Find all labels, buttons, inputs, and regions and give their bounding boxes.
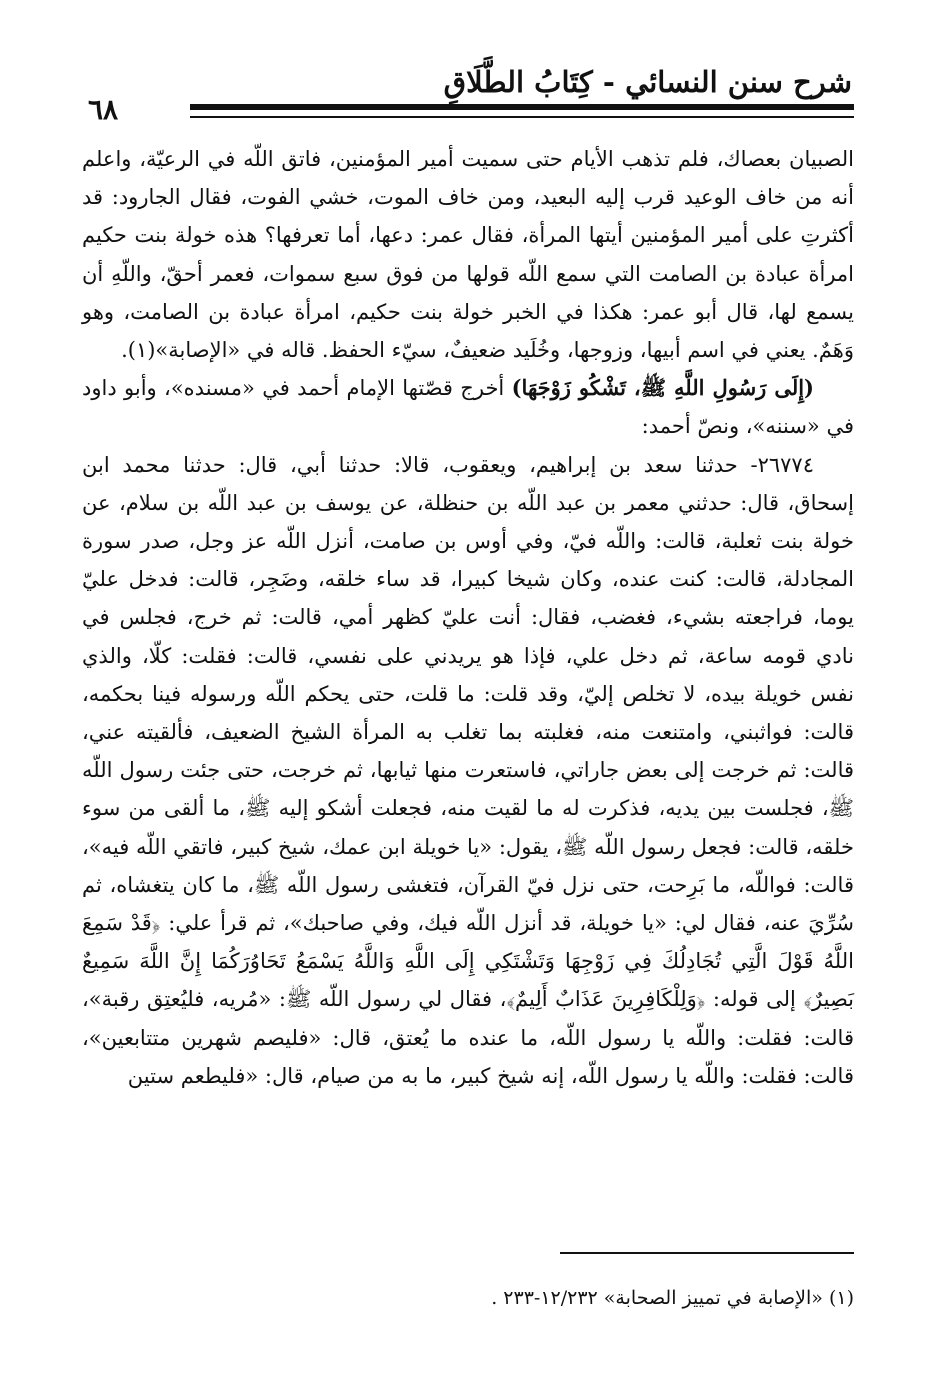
footnote: (١) «الإصابة في تمييز الصحابة» ١٢/٢٣٢-٢٣٣ . — [491, 1287, 854, 1309]
quote-paragraph — [82, 369, 854, 445]
quote-commentary: أخرج قصّتها الإمام أحمد في «مسنده»، وأبو داود في «سننه»، ونصّ أحمد: — [82, 376, 854, 439]
quoted-phrase: (إِلَى رَسُولِ اللَّهِ ﷺ، تَشْكُو زَوْجَهَا) — [511, 375, 814, 401]
header-rule-thin — [190, 116, 854, 118]
main-text — [82, 140, 854, 1095]
footnote-separator — [560, 1252, 854, 1254]
header-title: شرح سنن النسائي - كِتَابُ الطَّلَاقِ — [443, 65, 852, 99]
paragraph-1: الصبيان بعصاك، فلم تذهب الأيام حتى سميت أمير المؤمنين، فاتق اللّه في الرعيّة، واعلم أنه من خاف الوعيد قرب إليه البعيد، ومن خاف الموت، خشي الفوت، فقال الجارود: قد أكثرتِ على أمير المؤمنين أيتها المرأة، فقال عمر: دعها، أما تعرفها؟ هذه خولة بنت حكيم امرأة عبادة بن الصامت التي سمع اللّه قولها من فوق سبع سموات، فعمر أحقّ، واللّهِ أن يسمع لها، قال أبو عمر: هكذا في الخبر خولة بنت حكيم، امرأة عبادة بن الصامت، وهو وَهَمٌ. يعني في اسم أبيها، وزوجها، وخُلَيد ضعيفٌ، سيّء الحفظ. قاله في «الإصابة»(١). — [82, 147, 854, 363]
header-rule-thick — [190, 104, 854, 110]
hadith-paragraph: ٢٦٧٧٤- حدثنا سعد بن إبراهيم، ويعقوب، قالا: حدثنا أبي، قال: حدثنا محمد ابن إسحاق، قال: حدثني معمر بن عبد اللّه بن حنظلة، عن يوسف بن عبد اللّه بن سلام، عن خولة بنت ثعلبة، قالت: واللّه فيّ، وفي أوس بن صامت، أنزل اللّه عز وجل، صدر سورة المجادلة، قالت: كنت عنده، وكان شيخا كبيرا، قد ساء خلقه، وضَجِر، قالت: فدخل عليّ يوما، فراجعته بشيء، فغضب، فقال: أنت عليّ كظهر أمي، قالت: ثم خرج، فجلس في نادي قومه ساعة، ثم دخل علي، فإذا هو يريدني على نفسي، قالت: فقلت: كلّا، والذي نفس خويلة بيده، لا تخلص إليّ، وقد قلت: ما قلت، حتى يحكم اللّه ورسوله فينا بحكمه، قالت: فواثبني، وامتنعت منه، فغلبته بما تغلب به المرأة الشيخ الضعيف، فألقيته عني، قالت: ثم خرجت إلى بعض جاراتي، فاستعرت منها ثيابها، ثم خرجت، حتى جئت رسول اللّه ﷺ، فجلست بين يديه، فذكرت له ما لقيت منه، فجعلت أشكو إليه ﷺ، ما ألقى من سوء خلقه، قالت: فجعل رسول اللّه ﷺ، يقول: «يا خويلة ابن عمك، شيخ كبير، فاتقي اللّه فيه»، قالت: فواللّه، ما بَرِحت، حتى نزل فيّ القرآن، فتغشى رسول اللّه ﷺ، ما كان يتغشاه، ثم سُرِّيَ عنه، فقال لي: «يا خويلة، قد أنزل اللّه فيك، وفي صاحبك»، ثم قرأ علي: ﴿قَدْ سَمِعَ اللَّهُ قَوْلَ الَّتِي تُجَادِلُكَ فِي زَوْجِهَا وَتَشْتَكِي إِلَى اللَّهِ وَاللَّهُ يَسْمَعُ تَحَاوُرَكُمَا إِنَّ اللَّهَ سَمِيعٌ بَصِيرٌ﴾ إلى قوله: ﴿وَلِلْكَافِرِينَ عَذَابٌ أَلِيمٌ﴾، فقال لي رسول اللّه ﷺ: «مُريه، فليُعتِق رقبة»، قالت: فقلت: واللّه يا رسول اللّه، ما عنده ما يُعتق، قال: «فليصم شهرين متتابعين»، قالت: فقلت: واللّه يا رسول اللّه، إنه شيخ كبير، ما به من صيام، قال: «فليطعم ستين — [82, 452, 854, 1088]
running-header — [82, 64, 852, 126]
page-number: ٦٨ — [82, 90, 128, 130]
